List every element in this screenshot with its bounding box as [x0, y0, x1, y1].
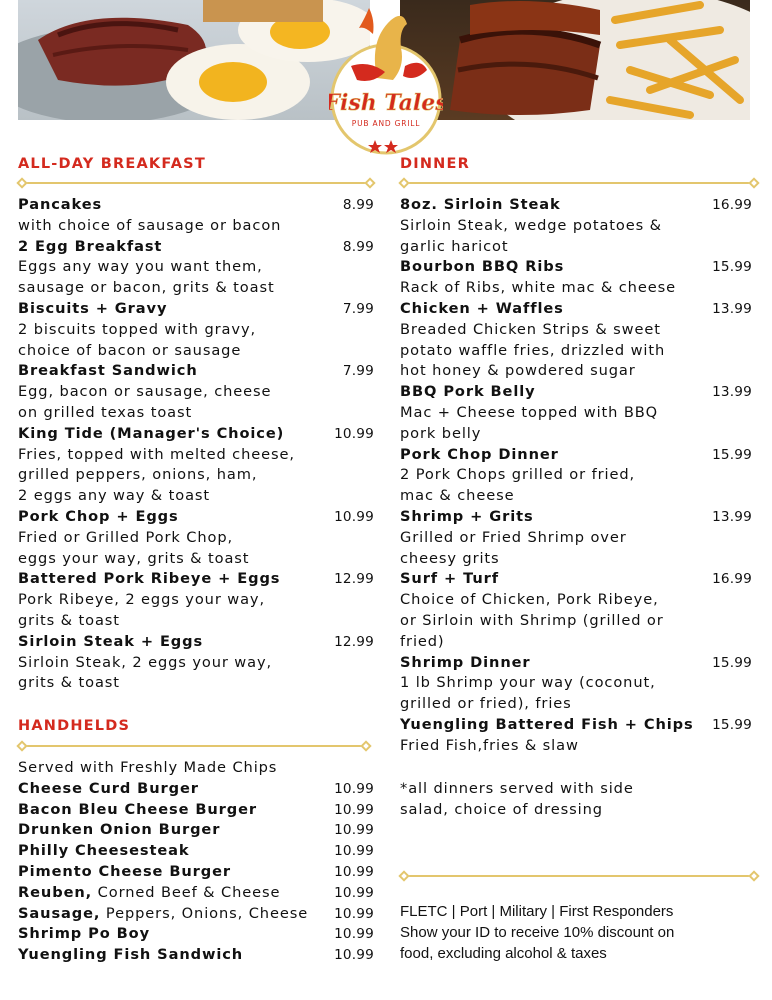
item-description: Grilled or Fried Shrimp over [400, 528, 627, 546]
item-price: 10.99 [334, 905, 374, 922]
item-name: Shrimp Dinner [400, 653, 531, 671]
item-description: Mac + Cheese topped with BBQ [400, 403, 659, 421]
dinner-divider [400, 178, 758, 188]
item-description: 2 Pork Chops grilled or fried, [400, 466, 636, 484]
handhelds-list [18, 758, 374, 966]
menu-item [18, 195, 374, 237]
menu-item [18, 904, 374, 925]
menu-item [18, 924, 374, 945]
item-description: grits & toast [18, 674, 120, 692]
item-name: Philly Cheesesteak [18, 842, 190, 860]
discount-notice [400, 901, 752, 964]
item-description: with choice of sausage or bacon [18, 216, 282, 234]
item-description: Peppers, Onions, Cheese [100, 904, 309, 922]
item-description: Sirloin Steak, wedge potatoes & [400, 216, 662, 234]
ribs-and-fries-photo [400, 0, 750, 120]
discount-divider [400, 871, 758, 881]
item-price: 15.99 [712, 716, 752, 733]
discount-line: Show your ID to receive 10% discount on [400, 924, 675, 941]
item-description: hot honey & powdered sugar [400, 362, 636, 380]
item-description: Choice of Chicken, Pork Ribeye, [400, 591, 659, 609]
item-price: 13.99 [712, 300, 752, 317]
menu-item [400, 299, 752, 382]
menu-item [18, 361, 374, 423]
dinner-heading: DINNER [400, 156, 470, 172]
item-price: 10.99 [334, 926, 374, 943]
item-name: Pancakes [18, 196, 103, 213]
item-description: Rack of Ribs, white mac & cheese [400, 279, 676, 297]
item-name: Sirloin Steak + Eggs [18, 632, 204, 650]
item-name: Reuben, [18, 883, 93, 901]
item-price: 10.99 [334, 780, 374, 797]
discount-line: FLETC | Port | Military | First Responders [400, 903, 674, 920]
menu-item [18, 862, 374, 883]
breakfast-list [18, 195, 374, 694]
menu-item [18, 569, 374, 631]
item-description: Breaded Chicken Strips & sweet [400, 320, 661, 338]
item-price: 8.99 [342, 238, 374, 255]
menu-item [400, 257, 752, 299]
menu-item [400, 195, 752, 257]
item-name: Drunken Onion Burger [18, 821, 221, 839]
item-price: 10.99 [334, 801, 374, 818]
item-name: 2 Egg Breakfast [18, 237, 163, 255]
item-description: Sirloin Steak, 2 eggs your way, [18, 653, 273, 671]
item-price: 10.99 [334, 863, 374, 880]
item-description: on grilled texas toast [18, 403, 193, 421]
item-name: Pimento Cheese Burger [18, 862, 231, 880]
item-price: 13.99 [712, 384, 752, 401]
item-name: Yuengling Fish Sandwich [18, 946, 244, 964]
item-name: BBQ Pork Belly [400, 383, 536, 401]
menu-item [18, 800, 374, 821]
dinner-note [400, 779, 752, 821]
item-description: Fries, topped with melted cheese, [18, 445, 295, 463]
item-description: grits & toast [18, 611, 120, 629]
item-name: Shrimp + Grits [400, 507, 534, 525]
item-price: 10.99 [334, 425, 374, 442]
menu-item [18, 883, 374, 904]
item-name: Pork Chop + Eggs [18, 507, 179, 525]
item-price: 12.99 [334, 633, 374, 650]
item-price: 13.99 [712, 508, 752, 525]
logo-title: Fish Tales [329, 90, 443, 116]
item-name: Surf + Turf [400, 570, 500, 588]
dinner-list [400, 195, 752, 757]
item-description: fried) [400, 632, 445, 650]
item-price: 10.99 [334, 822, 374, 839]
item-description: Fried Fish,fries & slaw [400, 736, 579, 754]
item-description: sausage or bacon, grits & toast [18, 279, 275, 297]
item-description: garlic haricot [400, 237, 509, 255]
menu-item [18, 237, 374, 299]
item-description: Corned Beef & Cheese [92, 883, 281, 901]
item-description: choice of bacon or sausage [18, 341, 242, 359]
item-description: grilled peppers, onions, ham, [18, 466, 258, 484]
menu-item [18, 424, 374, 507]
menu-item [18, 945, 374, 966]
menu-item [400, 715, 752, 757]
item-name: Pork Chop Dinner [400, 445, 559, 463]
item-price: 16.99 [712, 197, 752, 213]
item-price: 10.99 [334, 843, 374, 860]
item-price: 15.99 [712, 446, 752, 463]
item-name: Cheese Curd Burger [18, 779, 199, 797]
item-price: 10.99 [334, 947, 374, 964]
item-name: Bourbon BBQ Ribs [400, 258, 565, 276]
breakfast-heading: ALL-DAY BREAKFAST [18, 156, 206, 172]
item-description: Eggs any way you want them, [18, 258, 263, 276]
item-name: King Tide (Manager's Choice) [18, 424, 285, 442]
item-description: 2 biscuits topped with gravy, [18, 320, 257, 338]
handhelds-heading: HANDHELDS [18, 718, 131, 734]
item-name: 8oz. Sirloin Steak [400, 196, 561, 213]
dinner-note-line: *all dinners served with side [400, 780, 634, 797]
item-name: Yuengling Battered Fish + Chips [400, 715, 694, 733]
item-price: 16.99 [712, 571, 752, 588]
handhelds-intro: Served with Freshly Made Chips [18, 759, 278, 776]
item-name: Battered Pork Ribeye + Eggs [18, 570, 281, 588]
logo-subtitle: PUB AND GRILL [351, 119, 421, 128]
item-description: Pork Ribeye, 2 eggs your way, [18, 591, 266, 609]
item-description: grilled or fried), fries [400, 695, 572, 713]
breakfast-divider [18, 178, 374, 188]
item-price: 7.99 [342, 300, 374, 317]
item-price: 12.99 [334, 571, 374, 588]
item-description: eggs your way, grits & toast [18, 549, 250, 567]
menu-item [400, 507, 752, 569]
menu-item [18, 779, 374, 800]
item-name: Breakfast Sandwich [18, 362, 198, 380]
item-name: Chicken + Waffles [400, 299, 564, 317]
menu-item [18, 820, 374, 841]
item-description: 2 eggs any way & toast [18, 487, 211, 505]
fish-tales-logo [329, 0, 443, 156]
dinner-note-line: salad, choice of dressing [400, 800, 603, 818]
steak-and-eggs-photo [18, 0, 370, 120]
item-name: Shrimp Po Boy [18, 925, 150, 943]
item-price: 8.99 [342, 197, 374, 213]
menu-item [18, 632, 374, 694]
item-description: Fried or Grilled Pork Chop, [18, 528, 234, 546]
menu-item [400, 653, 752, 715]
item-description: mac & cheese [400, 487, 515, 505]
item-description: pork belly [400, 424, 482, 442]
item-name: Bacon Bleu Cheese Burger [18, 800, 258, 818]
menu-item [18, 299, 374, 361]
item-description: or Sirloin with Shrimp (grilled or [400, 611, 664, 629]
menu-item [18, 507, 374, 569]
item-price: 10.99 [334, 884, 374, 901]
item-description: Egg, bacon or sausage, cheese [18, 383, 272, 401]
menu-item [400, 382, 752, 444]
item-description: potato waffle fries, drizzled with [400, 341, 666, 359]
item-name: Biscuits + Gravy [18, 299, 168, 317]
item-price: 7.99 [342, 363, 374, 380]
item-description: 1 lb Shrimp your way (coconut, [400, 674, 656, 692]
handhelds-divider [18, 741, 370, 751]
item-price: 15.99 [712, 259, 752, 276]
discount-line: food, excluding alcohol & taxes [400, 945, 607, 962]
menu-item [400, 569, 752, 652]
item-description: cheesy grits [400, 549, 500, 567]
menu-item [400, 445, 752, 507]
menu-item [18, 841, 374, 862]
item-price: 10.99 [334, 508, 374, 525]
item-price: 15.99 [712, 654, 752, 671]
item-name: Sausage, [18, 904, 101, 922]
